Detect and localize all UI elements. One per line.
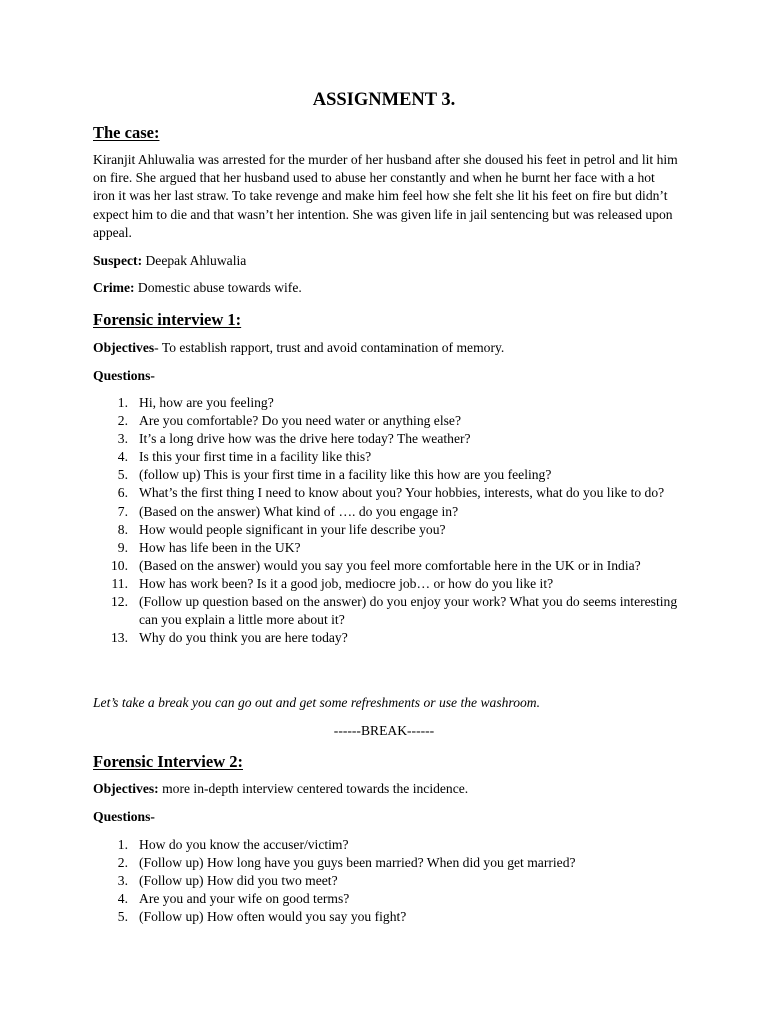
suspect-label: Suspect: xyxy=(93,253,143,268)
question-item xyxy=(93,890,683,908)
case-description: Kiranjit Ahluwalia was arrested for the murder of her husband after she doused his feet in petrol and lit him on fire. She argued that her husband used to abuse her constantly and when he burnt her face with a hot iron it was her last straw. To take revenge and make him feel how she felt she lit his feet on fire but didn’t expect him to die and that wasn’t her intention. She was given life in jail sentencing but was released upon appeal. xyxy=(93,152,678,240)
interview2-heading: Forensic Interview 2: xyxy=(93,752,243,771)
interview2-objectives-label: Objectives: xyxy=(93,781,159,796)
question-text: Why do you think you are here today? xyxy=(139,630,348,646)
question-number: 2. xyxy=(117,413,128,429)
question-number: 9. xyxy=(117,539,128,555)
question-number: 11. xyxy=(111,575,128,591)
question-number: 4. xyxy=(117,449,128,465)
question-text: Are you comfortable? Do you need water or anything else? xyxy=(139,413,461,429)
question-number: 10. xyxy=(111,557,128,573)
interview1-objectives xyxy=(93,339,683,357)
question-number: 2. xyxy=(117,855,128,871)
interview1-objectives-value: - To establish rapport, trust and avoid contamination of memory. xyxy=(154,340,505,355)
question-text: How would people significant in your life describe you? xyxy=(139,521,446,537)
question-number: 13. xyxy=(111,630,128,646)
interview1-question-list xyxy=(93,394,683,647)
question-number: 6. xyxy=(117,485,128,501)
question-item xyxy=(93,629,683,647)
interview1-questions-label: Questions- xyxy=(93,368,155,383)
question-number: 12. xyxy=(111,594,128,610)
question-text: (Based on the answer) would you say you feel more comfortable here in the UK or in India? xyxy=(139,557,641,573)
question-item xyxy=(93,593,683,629)
interview1-heading: Forensic interview 1: xyxy=(93,310,242,329)
question-item xyxy=(93,836,683,854)
question-text: Are you and your wife on good terms? xyxy=(139,891,350,907)
suspect-value: Deepak Ahluwalia xyxy=(142,253,247,268)
question-number: 3. xyxy=(117,873,128,889)
question-number: 1. xyxy=(117,837,128,852)
question-text: How do you know the accuser/victim? xyxy=(139,837,349,852)
question-text: How has work been? Is it a good job, mediocre job… or how do you like it? xyxy=(139,575,554,591)
question-text: It’s a long drive how was the drive here today? The weather? xyxy=(139,431,471,447)
crime-line xyxy=(93,279,683,297)
crime-value: Domestic abuse towards wife. xyxy=(134,280,302,295)
question-item xyxy=(93,872,683,890)
question-number: 7. xyxy=(117,503,128,519)
question-text: (Follow up) How long have you guys been married? When did you get married? xyxy=(139,855,576,871)
question-number: 4. xyxy=(117,891,128,907)
crime-label: Crime: xyxy=(93,280,135,295)
interview2-questions-label: Questions- xyxy=(93,809,155,824)
question-number: 3. xyxy=(117,431,128,447)
interview1-objectives-label: Objectives xyxy=(93,340,155,355)
question-item xyxy=(93,466,683,484)
question-text: (Based on the answer) What kind of …. do you engage in? xyxy=(139,503,459,519)
question-item xyxy=(93,484,683,502)
interview2-question-list xyxy=(93,836,683,926)
question-item xyxy=(93,448,683,466)
question-number: 8. xyxy=(117,521,128,537)
interview2-objectives-value: more in-depth interview centered towards the incidence. xyxy=(158,781,469,796)
question-number: 1. xyxy=(117,395,128,410)
question-item xyxy=(93,394,683,412)
question-item xyxy=(93,521,683,539)
break-instruction: Let’s take a break you can go out and get some refreshments or use the washroom. xyxy=(93,695,541,710)
page-title: ASSIGNMENT 3. xyxy=(312,90,456,110)
question-item xyxy=(93,430,683,448)
suspect-line xyxy=(93,252,683,270)
case-heading: The case: xyxy=(93,123,160,142)
question-item xyxy=(93,854,683,872)
question-text: Is this your first time in a facility like this? xyxy=(139,449,372,465)
question-number: 5. xyxy=(117,909,128,925)
question-item xyxy=(93,557,683,575)
question-text: (Follow up) How often would you say you fight? xyxy=(139,909,407,925)
question-text: (Follow up question based on the answer) do you enjoy your work? What you do seems interesting can you explain a little more about it? xyxy=(139,594,678,628)
question-text: What’s the first thing I need to know about you? Your hobbies, interests, what do you like to do? xyxy=(139,485,665,501)
question-text: Hi, how are you feeling? xyxy=(139,395,274,410)
question-item xyxy=(93,575,683,593)
question-text: (follow up) This is your first time in a facility like this how are you feeling? xyxy=(139,467,552,483)
question-number: 5. xyxy=(117,467,128,483)
break-divider: ------BREAK------ xyxy=(333,723,435,738)
question-item xyxy=(93,503,683,521)
question-item xyxy=(93,412,683,430)
question-item xyxy=(93,908,683,926)
question-text: (Follow up) How did you two meet? xyxy=(139,873,338,889)
question-text: How has life been in the UK? xyxy=(139,539,301,555)
question-item xyxy=(93,539,683,557)
interview2-objectives xyxy=(93,780,683,798)
